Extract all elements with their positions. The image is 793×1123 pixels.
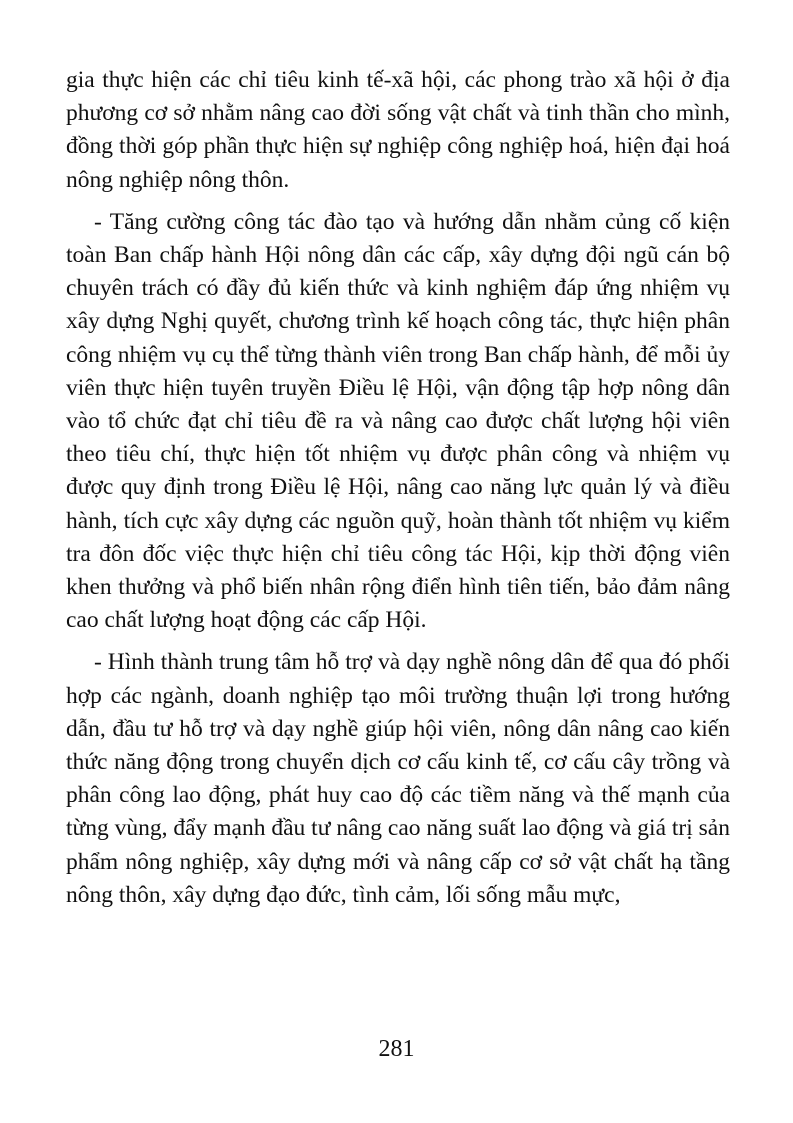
paragraph-continuation: gia thực hiện các chỉ tiêu kinh tế-xã hội, các phong trào xã hội ở địa phương cơ sở nhằm nâng cao đời sống vật chất và tinh thần cho mình, đồng thời góp phần thực hiện sự nghiệp công nghiệp hoá, hiện đại hoá nông nghiệp nông thôn. xyxy=(66,67,730,193)
paragraph-training: - Tăng cường công tác đào tạo và hướng dẫn nhằm củng cố kiện toàn Ban chấp hành Hội nông dân các cấp, xây dựng đội ngũ cán bộ chuyên trách có đầy đủ kiến thức và kinh nghiệm đáp ứng nhiệm vụ xây dựng Nghị quyết, chương trình kế hoạch công tác, thực hiện phân công nhiệm vụ cụ thể từng thành viên trong Ban chấp hành, để mỗi ủy viên thực hiện tuyên truyền Điều lệ Hội, vận động tập hợp nông dân vào tổ chức đạt chỉ tiêu đề ra và nâng cao được chất lượng hội viên theo tiêu chí, thực hiện tốt nhiệm vụ được phân công và nhiệm vụ được quy định trong Điều lệ Hội, nâng cao năng lực quản lý và điều hành, tích cực xây dựng các nguồn quỹ, hoàn thành tốt nhiệm vụ kiểm tra đôn đốc việc thực hiện chỉ tiêu công tác Hội, kịp thời động viên khen thưởng và phổ biến nhân rộng điển hình tiên tiến, bảo đảm nâng cao chất lượng hoạt động các cấp Hội. xyxy=(66,208,730,634)
page-body xyxy=(66,64,730,921)
page-number: 281 xyxy=(378,1036,415,1062)
paragraph-vocational-center: - Hình thành trung tâm hỗ trợ và dạy nghề nông dân để qua đó phối hợp các ngành, doanh nghiệp tạo môi trường thuận lợi trong hướng dẫn, đầu tư hỗ trợ và dạy nghề giúp hội viên, nông dân nâng cao kiến thức năng động trong chuyển dịch cơ cấu kinh tế, cơ cấu cây trồng và phân công lao động, phát huy cao độ các tiềm năng và thế mạnh của từng vùng, đẩy mạnh đầu tư nâng cao năng suất lao động và giá trị sản phẩm nông nghiệp, xây dựng mới và nâng cấp cơ sở vật chất hạ tầng nông thôn, xây dựng đạo đức, tình cảm, lối sống mẫu mực, xyxy=(66,649,730,908)
